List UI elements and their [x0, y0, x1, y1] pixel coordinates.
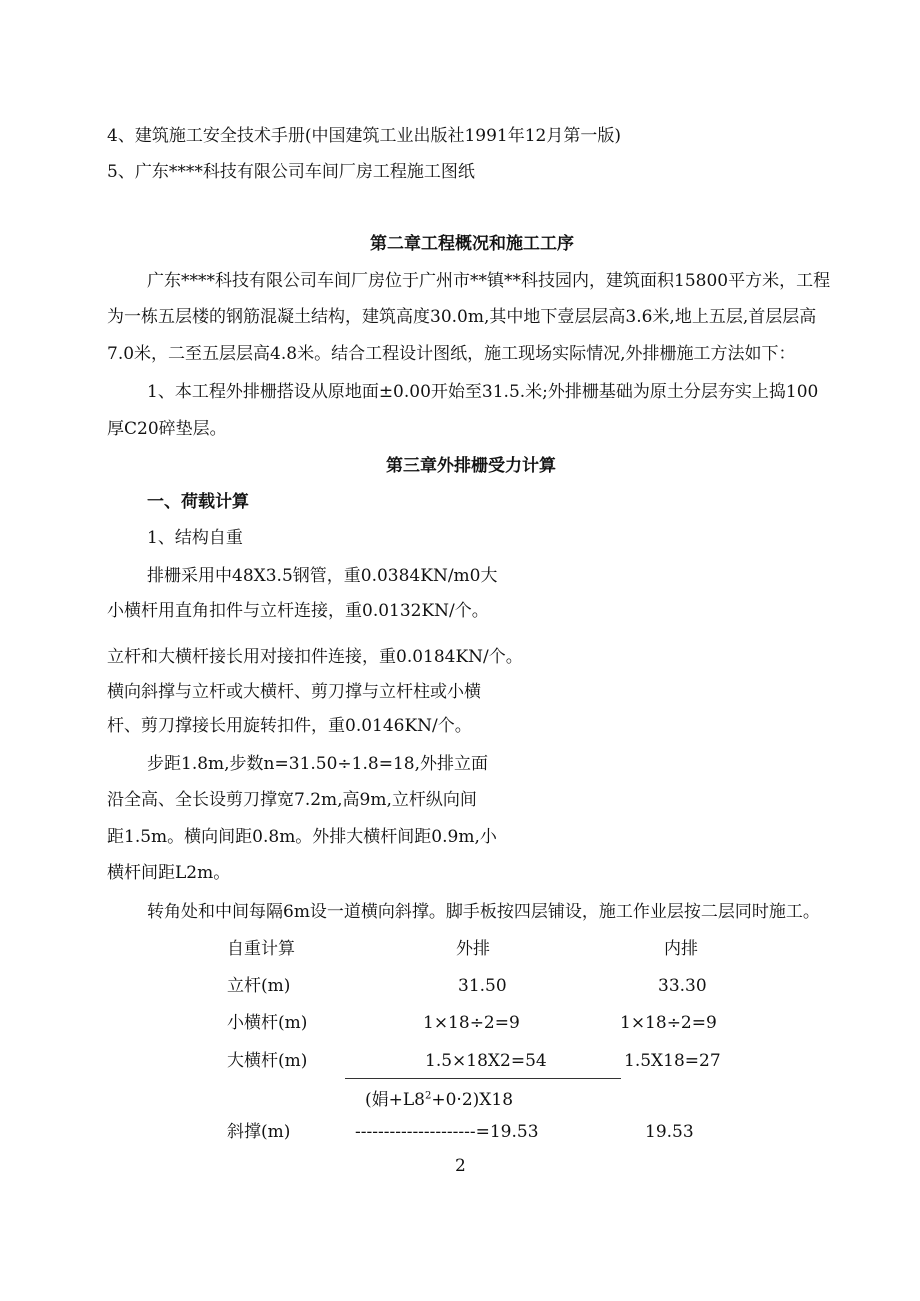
chapter-3-title: 第三章外排栅受力计算: [386, 456, 556, 476]
chapter-2-title: 第二章工程概况和施工工序: [370, 234, 574, 254]
table-cell-inner: 19.53: [645, 1122, 694, 1142]
table-row-label: 大横杆(m): [227, 1051, 308, 1071]
paragraph-line: 步距1.8m,步数n=31.50÷1.8=18,外排立面: [147, 754, 488, 774]
paragraph-line: 横向斜撑与立杆或大横杆、剪刀撑与立杆柱或小横: [107, 682, 481, 702]
table-row-label: 斜撑(m): [227, 1122, 291, 1142]
table-divider-line: [345, 1078, 621, 1079]
chapter-2-para1-line2: 为一栋五层楼的钢筋混凝土结构，建筑高度30.0m,其中地下壹层层高3.6米,地上五层,首层层高: [107, 307, 817, 327]
diagonal-brace-formula: (娟$+L8^2+0\cdot 2)X18$: [365, 1090, 514, 1110]
chapter-2-para1-line1: 广东****科技有限公司车间厂房位于广州市**镇**科技园内，建筑面积15800平方米，工程: [147, 271, 831, 291]
table-cell-outer: 1.5×18X2=54: [425, 1051, 547, 1071]
paragraph-line: 横杆间距L2m。: [107, 863, 231, 883]
page-number: 2: [455, 1156, 466, 1176]
table-row-label: 小横杆(m): [227, 1013, 308, 1033]
paragraph-line: 小横杆用直角扣件与立杆连接，重0.0132KN/个。: [107, 601, 489, 621]
table-cell-outer: 1×18÷2=9: [423, 1013, 520, 1033]
table-cell-inner: 33.30: [658, 976, 707, 996]
paragraph-line: 沿全高、全长设剪刀撑宽7.2m,高9m,立杆纵向间: [107, 790, 477, 810]
reference-item-4: 4、建筑施工安全技术手册(中国建筑工业出版社1991年12月第一版): [107, 126, 621, 146]
reference-item-5: 5、广东****科技有限公司车间厂房工程施工图纸: [107, 162, 475, 182]
table-cell-inner: 1×18÷2=9: [620, 1013, 717, 1033]
chapter-2-para2-line1: 1、本工程外排栅搭设从原地面±0.00开始至31.5.米;外排栅基础为原土分层夯实上捣100: [147, 382, 819, 402]
paragraph-line: 立杆和大横杆接长用对接扣件连接，重0.0184KN/个。: [107, 647, 523, 667]
subsection-self-weight: 1、结构自重: [147, 528, 243, 548]
table-cell-inner: 1.5X18=27: [624, 1051, 721, 1071]
table-cell-outer: 31.50: [458, 976, 507, 996]
table-cell-outer: ---------------------=19.53: [355, 1122, 539, 1142]
table-header-item: 自重计算: [227, 939, 295, 959]
chapter-2-para1-line3: 7.0米，二至五层层高4.8米。结合工程设计图纸，施工现场实际情况,外排栅施工方法如下：: [107, 344, 796, 364]
paragraph-line: 距1.5m。横向间距0.8m。外排大横杆间距0.9m,小: [107, 827, 497, 847]
section-load-calculation: 一、荷载计算: [147, 492, 249, 512]
paragraph-line: 杆、剪刀撑接长用旋转扣件，重0.0146KN/个。: [107, 716, 472, 736]
table-header-outer: 外排: [456, 939, 490, 959]
table-row-label: 立杆(m): [227, 976, 291, 996]
table-header-inner: 内排: [664, 939, 698, 959]
paragraph-line: 排栅采用中48X3.5钢管，重0.0384KN/m0大: [147, 566, 498, 586]
paragraph-line: 转角处和中间每隔6m设一道横向斜撑。脚手板按四层铺设，施工作业层按二层同时施工。: [147, 902, 820, 922]
chapter-2-para2-line2: 厚C20碎垫层。: [107, 419, 227, 439]
